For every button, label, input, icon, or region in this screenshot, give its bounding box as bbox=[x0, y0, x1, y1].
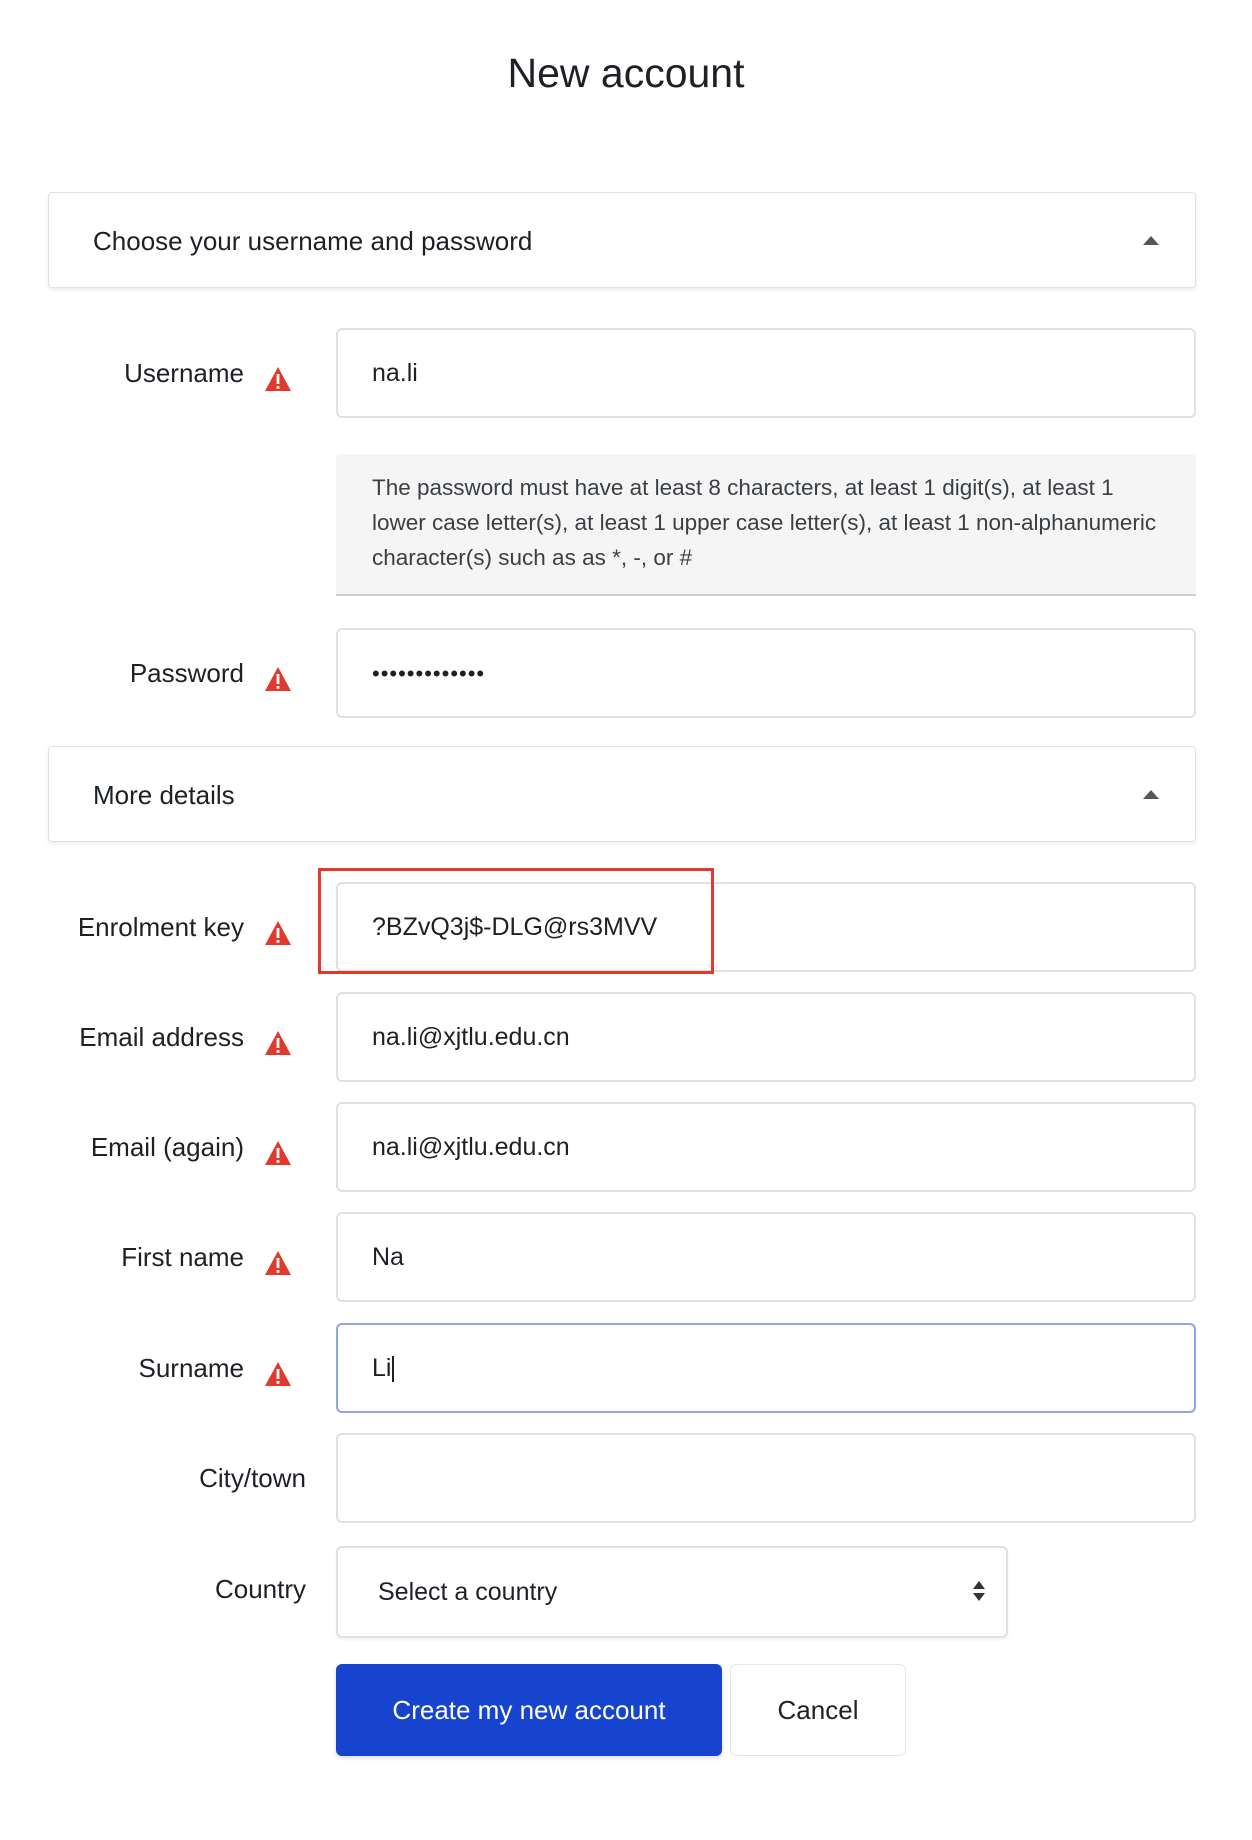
city-label: City/town bbox=[199, 1463, 306, 1493]
password-policy-note: The password must have at least 8 characters, at least 1 digit(s), at least 1 lower case letter(s), at least 1 upper case letter(s), at least 1 non-alphanumeric character(s) such as as *, -, or # bbox=[336, 454, 1196, 596]
cancel-button[interactable]: Cancel bbox=[730, 1664, 906, 1756]
page-title: New account bbox=[507, 50, 745, 96]
email-again-input[interactable] bbox=[336, 1102, 1196, 1192]
warning-triangle-icon bbox=[264, 920, 292, 946]
password-input[interactable] bbox=[336, 628, 1196, 718]
warning-triangle-icon bbox=[264, 666, 292, 692]
username-label: Username bbox=[124, 358, 244, 388]
password-value: ••••••••••••• bbox=[372, 661, 486, 686]
enrolment-key-value: ?BZvQ3j$-DLG@rs3MVV bbox=[372, 913, 658, 941]
section-details-header[interactable] bbox=[48, 746, 1196, 842]
email-input[interactable] bbox=[336, 992, 1196, 1082]
text-cursor bbox=[392, 1356, 394, 1382]
enrolment-key-label: Enrolment key bbox=[77, 912, 244, 942]
warning-triangle-icon bbox=[264, 366, 292, 392]
email-value: na.li@xjtlu.edu.cn bbox=[372, 1023, 570, 1051]
country-label: Country bbox=[214, 1574, 306, 1604]
username-value: na.li bbox=[372, 359, 418, 387]
enrolment-key-input[interactable] bbox=[336, 882, 1196, 972]
email-again-value: na.li@xjtlu.edu.cn bbox=[372, 1133, 570, 1161]
first-name-label: First name bbox=[121, 1242, 244, 1272]
caret-up-icon[interactable] bbox=[1143, 790, 1159, 799]
country-select[interactable] bbox=[336, 1546, 1008, 1638]
first-name-value: Na bbox=[372, 1243, 404, 1271]
warning-triangle-icon bbox=[264, 1250, 292, 1276]
country-select-value: Select a country bbox=[378, 1578, 558, 1606]
username-input[interactable] bbox=[336, 328, 1196, 418]
surname-input[interactable] bbox=[336, 1323, 1196, 1413]
password-label: Password bbox=[129, 658, 244, 688]
create-account-button[interactable]: Create my new account bbox=[336, 1664, 722, 1756]
first-name-input[interactable] bbox=[336, 1212, 1196, 1302]
section-details-title: More details bbox=[93, 780, 235, 810]
email-label: Email address bbox=[79, 1022, 244, 1052]
surname-label: Surname bbox=[138, 1353, 244, 1383]
section-credentials-header[interactable] bbox=[48, 192, 1196, 288]
email-again-label: Email (again) bbox=[90, 1132, 244, 1162]
warning-triangle-icon bbox=[264, 1140, 292, 1166]
surname-value: Li bbox=[372, 1354, 392, 1382]
sort-icon bbox=[972, 1580, 986, 1602]
warning-triangle-icon bbox=[264, 1361, 292, 1387]
city-input[interactable] bbox=[336, 1433, 1196, 1523]
section-credentials-title: Choose your username and password bbox=[93, 226, 533, 256]
warning-triangle-icon bbox=[264, 1030, 292, 1056]
caret-up-icon[interactable] bbox=[1143, 236, 1159, 245]
